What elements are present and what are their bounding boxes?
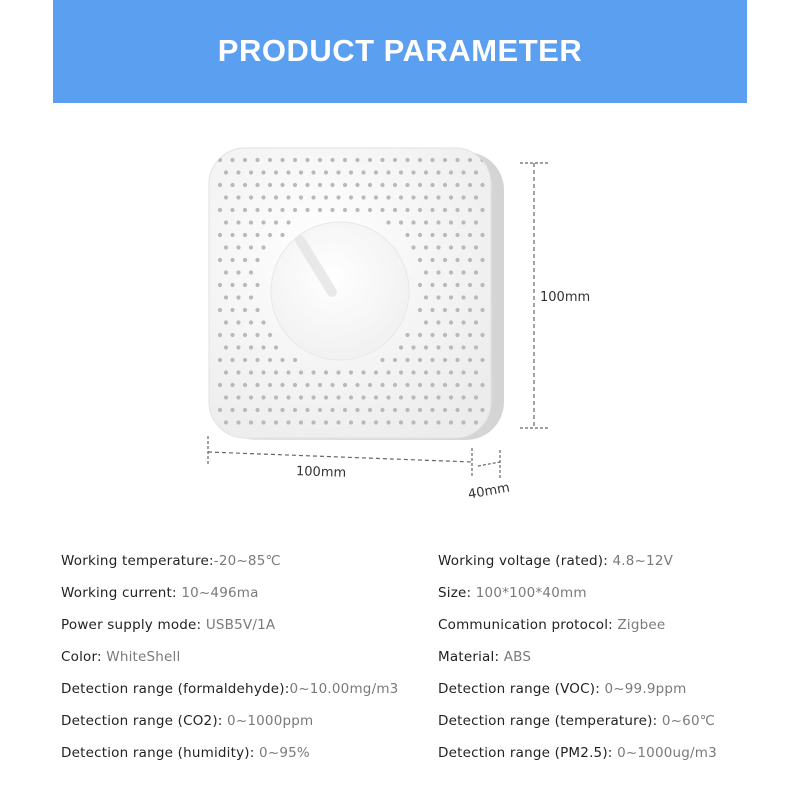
spec-item: Size: 100*100*40mm	[438, 585, 587, 601]
spec-item: Detection range (CO2): 0~1000ppm	[61, 713, 314, 729]
spec-item: Working temperature:-20~85℃	[61, 553, 281, 569]
spec-item: Working current: 10~496ma	[61, 585, 259, 601]
spec-item: Color: WhiteShell	[61, 649, 181, 665]
height-dimension-label: 100mm	[540, 290, 591, 305]
page-title: PRODUCT PARAMETER	[217, 33, 583, 68]
spec-item: Detection range (PM2.5): 0~1000ug/m3	[438, 745, 717, 761]
depth-dimension-label: 40mm	[467, 480, 511, 503]
spec-item: Detection range (temperature): 0~60℃	[438, 713, 716, 729]
width-dimension-label: 100mm	[295, 464, 347, 481]
spec-item: Material: ABS	[438, 649, 532, 665]
spec-item: Working voltage (rated): 4.8~12V	[438, 553, 674, 569]
spec-item: Communication protocol: Zigbee	[438, 617, 666, 633]
spec-item: Detection range (VOC): 0~99.9ppm	[438, 681, 687, 697]
spec-item: Detection range (humidity): 0~95%	[61, 745, 310, 761]
spec-item: Power supply mode: USB5V/1A	[61, 617, 276, 633]
spec-item: Detection range (formaldehyde):0~10.00mg/m3	[61, 681, 399, 697]
